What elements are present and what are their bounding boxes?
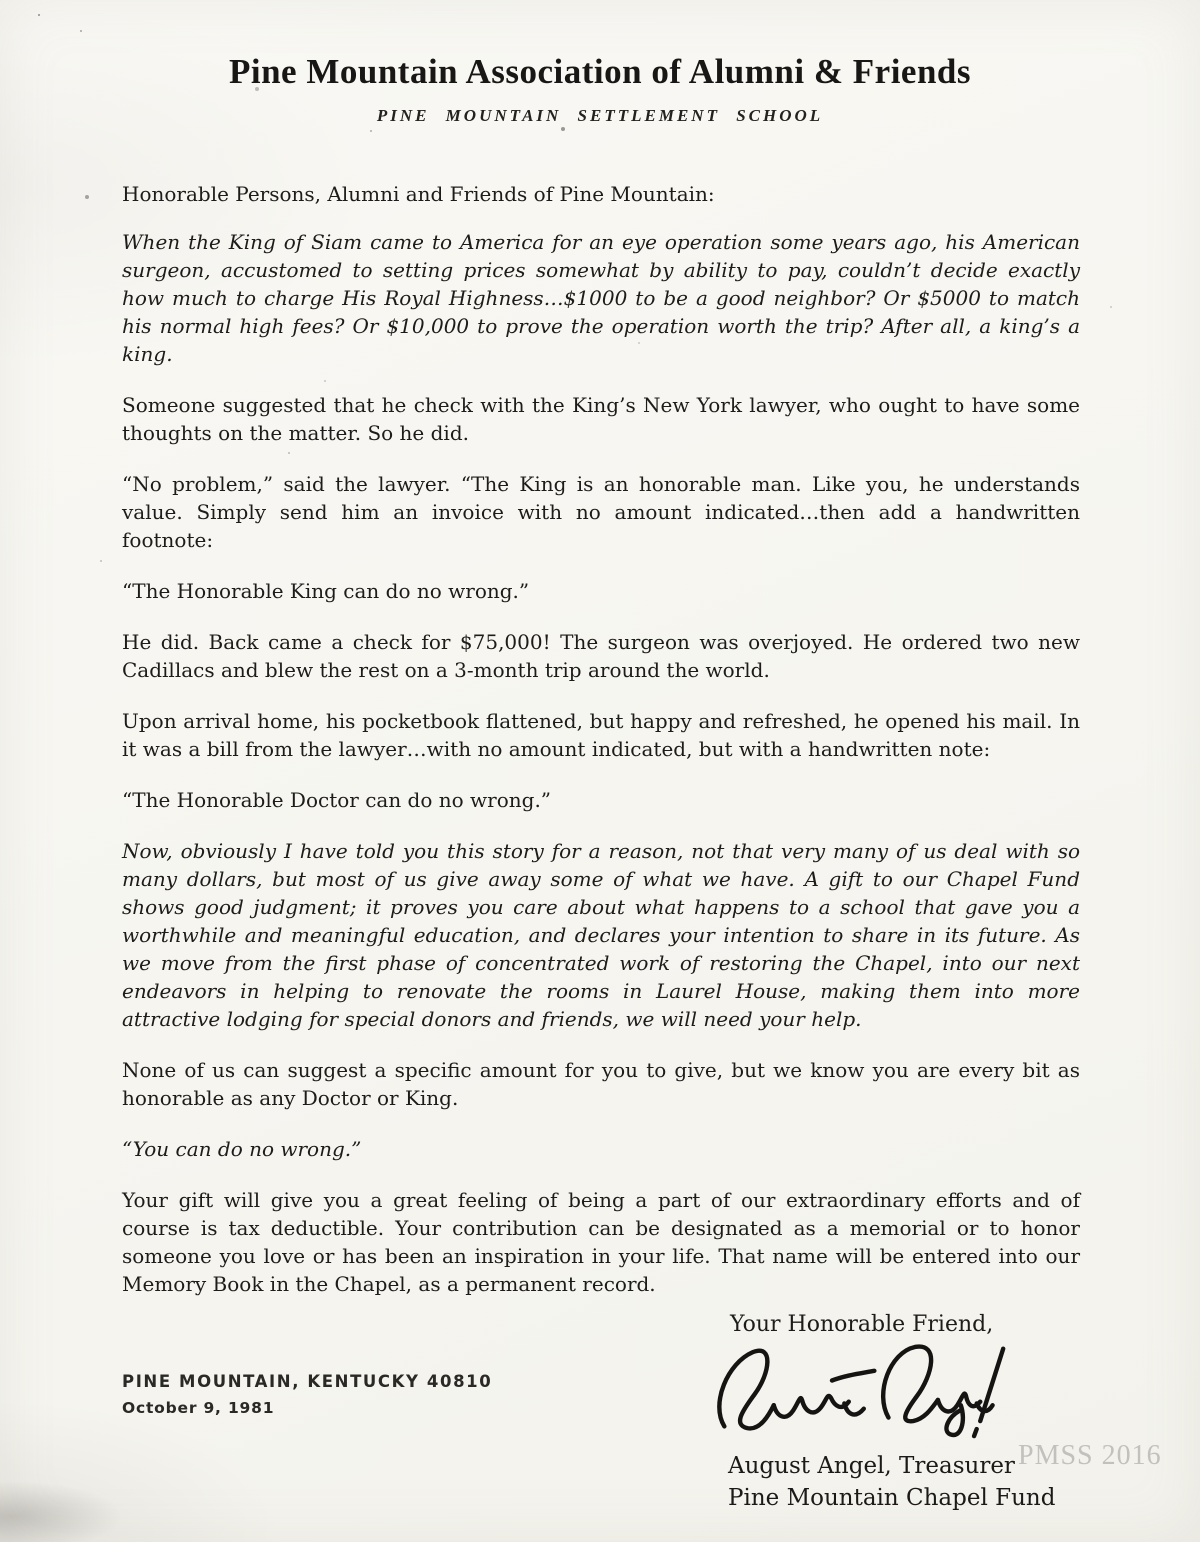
watermark-pmss: PMSS 2016: [1018, 1440, 1162, 1471]
paragraph-none-of-us: None of us can suggest a specific amount for you to give, but we know you are every bit as honorable as any Doctor or King.: [122, 1058, 1080, 1110]
letterhead: [0, 0, 1200, 126]
scan-smudge: [0, 1478, 132, 1542]
page-subtitle: PINE MOUNTAIN SETTLEMENT SCHOOL: [376, 106, 824, 125]
page-title: Pine Mountain Association of Alumni & Friends: [228, 52, 972, 91]
paragraph-no-problem: “No problem,” said the lawyer. “The King is an honorable man. Like you, he understands value. Simply send him an invoice with no amount indicated…then add a handwritten footnote:: [122, 472, 1080, 552]
signature-august-angel: [712, 1338, 1012, 1453]
signature-block: [728, 1450, 1055, 1514]
signer-name-title: August Angel, Treasurer: [728, 1453, 1015, 1479]
paragraph-king-quote: “The Honorable King can do no wrong.”: [122, 579, 530, 603]
footer-address: PINE MOUNTAIN, KENTUCKY 40810: [122, 1372, 493, 1391]
paragraph-your-gift: Your gift will give you a great feeling of being a part of our extraordinary efforts and of course is tax deductible. Your contribution can be designated as a memorial or to honor someone you love or has been an inspiration in your life. That name will be entered into our Memory Book in the Chapel, as a permanent record.: [122, 1188, 1080, 1296]
signer-organization: Pine Mountain Chapel Fund: [728, 1485, 1056, 1511]
paragraph-now-obviously: Now, obviously I have told you this story for a reason, not that very many of us deal with so many dollars, but most of us give away some of what we have. A gift to our Chapel Fund shows good judgment; it proves you care about what happens to a school that gave you a worthwhile and meaningful education, and declares your intention to share in its future. As we move from the first phase of concentrated work of restoring the Chapel, into our next endeavors in helping to renovate the rooms in Laurel House, making them into more attractive lodging for special donors and friends, we will need your help.: [122, 839, 1080, 1031]
footer-block: [122, 1372, 492, 1417]
closing-line: Your Honorable Friend,: [730, 1312, 994, 1337]
paragraph-you-quote: “You can do no wrong.”: [122, 1137, 362, 1161]
paragraph-upon-arrival: Upon arrival home, his pocketbook flattened, but happy and refreshed, he opened his mail. In it was a bill from the lawyer…with no amount indicated, but with a handwritten note:: [122, 709, 1080, 761]
paragraph-someone-suggested: Someone suggested that he check with the King’s New York lawyer, who ought to have some thoughts on the matter. So he did.: [122, 393, 1080, 445]
paragraph-king-of-siam: When the King of Siam came to America for an eye operation some years ago, his American surgeon, accustomed to setting prices somewhat by ability to pay, couldn’t decide exactly how much to charge His Royal Highness…$1000 to be a good neighbor? Or $5000 to match his normal high fees? Or $10,000 to prove the operation worth the trip? After all, a king’s a king.: [122, 230, 1080, 366]
salutation: Honorable Persons, Alumni and Friends of Pine Mountain:: [122, 182, 715, 206]
footer-date: October 9, 1981: [122, 1399, 275, 1417]
paragraph-doctor-quote: “The Honorable Doctor can do no wrong.”: [122, 788, 552, 812]
paragraph-he-did: He did. Back came a check for $75,000! The surgeon was overjoyed. He ordered two new Cadillacs and blew the rest on a 3-month trip around the world.: [122, 630, 1080, 682]
letter-body: [122, 180, 1080, 1298]
scan-specks: [38, 14, 40, 16]
